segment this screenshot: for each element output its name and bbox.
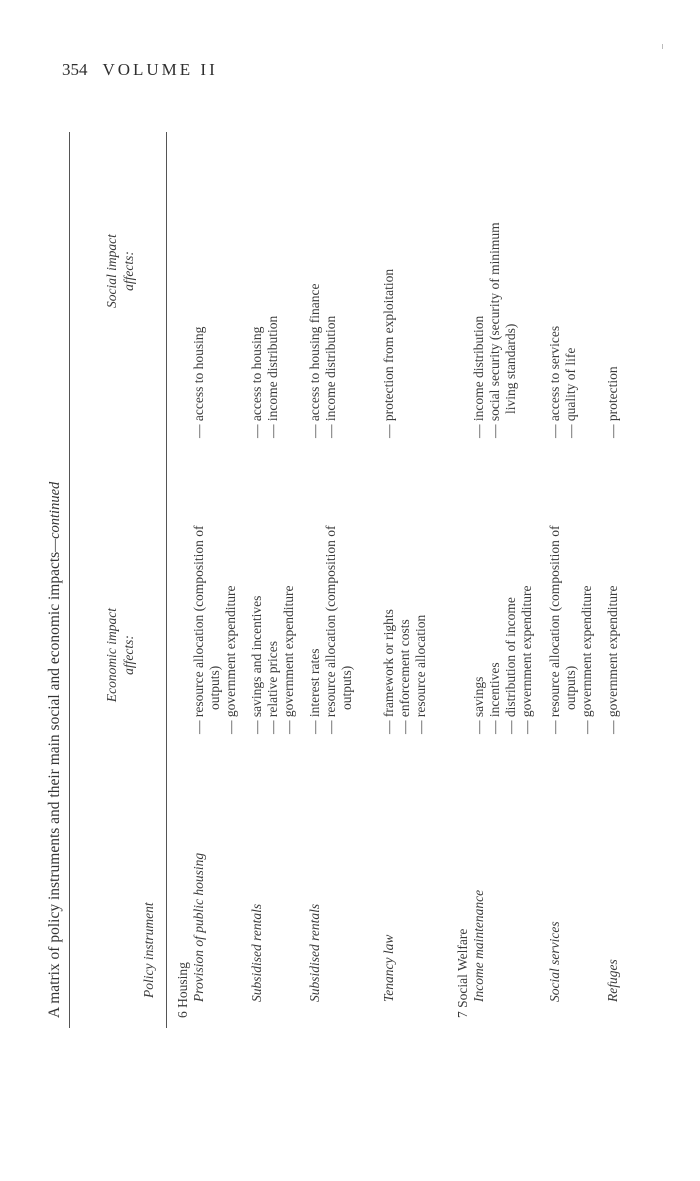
impact-line: — income distribution	[265, 315, 280, 438]
impact-line: — resource allocation (composition of	[191, 525, 206, 734]
rotated-table-area	[45, 118, 682, 1028]
impact-line: — access to services	[547, 325, 562, 438]
instrument-subsidised-rentals: Subsidised rentals	[249, 903, 264, 1002]
impact-line: — access to housing finance	[307, 283, 322, 438]
impact-line: — income distribution	[323, 315, 338, 438]
instrument-subsidised-rentals-2: Subsidised rentals	[307, 903, 322, 1002]
social-impacts-tenancy-law	[381, 128, 397, 438]
economic-impacts-subsidised-rentals-2	[307, 394, 355, 734]
impact-line: — government expenditure	[605, 585, 620, 734]
impact-line: — access to housing	[249, 326, 264, 438]
impact-line: — framework or rights	[381, 609, 396, 734]
impact-line: — government expenditure	[579, 585, 594, 734]
header-rule	[166, 132, 167, 1028]
economic-impacts-refuges	[605, 394, 621, 734]
impact-line: outputs)	[339, 665, 354, 710]
economic-impacts-income-maintenance	[471, 394, 535, 734]
caption-text: A matrix of policy instruments and their main social and economic impacts	[46, 551, 63, 1018]
col-header-economic	[103, 560, 137, 750]
col-header-instrument: Policy instrument	[141, 902, 156, 998]
economic-impacts-tenancy-law	[381, 394, 429, 734]
impact-line: — government expenditure	[223, 585, 238, 734]
social-impacts-income-maintenance	[471, 128, 519, 438]
impact-line: — interest rates	[307, 648, 322, 734]
impact-line: — social security (security of minimum	[487, 222, 502, 438]
running-head	[62, 60, 218, 80]
instrument-public-housing: Provision of public housing	[191, 852, 206, 1002]
impact-line: outputs)	[207, 665, 222, 710]
impact-line: — income distribution	[471, 315, 486, 438]
social-impacts-subsidised-rentals-2	[307, 128, 339, 438]
instrument-income-maintenance: Income maintenance	[471, 889, 486, 1002]
impact-line: — quality of life	[563, 347, 578, 438]
top-rule	[69, 132, 70, 1028]
scan-mark	[662, 44, 663, 49]
instrument-refuges: Refuges	[605, 959, 620, 1002]
impact-line: — government expenditure	[281, 585, 296, 734]
caption-continued: —continued	[47, 481, 63, 552]
col-header-social	[103, 176, 137, 366]
impact-line: — resource allocation (composition of	[547, 525, 562, 734]
col-header-economic-sub: affects:	[121, 635, 136, 675]
impact-line: — protection	[605, 366, 620, 438]
impact-line: — resource allocation	[413, 614, 428, 734]
policy-matrix-table	[45, 118, 682, 1028]
impact-line: living standards)	[503, 323, 518, 414]
impact-line: — enforcement costs	[397, 619, 412, 734]
section-title-housing: 6 Housing	[175, 962, 190, 1018]
social-impacts-subsidised-rentals	[249, 128, 281, 438]
page-number: 354	[62, 60, 88, 79]
volume-label: VOLUME II	[102, 60, 218, 79]
impact-line: — access to housing	[191, 326, 206, 438]
impact-line: — protection from exploitation	[381, 268, 396, 438]
impact-line: — savings	[471, 676, 486, 734]
economic-impacts-social-services	[547, 394, 595, 734]
impact-line: — savings and incentives	[249, 595, 264, 734]
impact-line: — resource allocation (composition of	[323, 525, 338, 734]
impact-line: outputs)	[563, 665, 578, 710]
col-header-economic-title: Economic impact	[104, 607, 119, 703]
economic-impacts-subsidised-rentals	[249, 394, 297, 734]
impact-line: — incentives	[487, 662, 502, 734]
instrument-tenancy-law: Tenancy law	[381, 934, 396, 1002]
social-impacts-refuges	[605, 128, 621, 438]
impact-line: — distribution of income	[503, 597, 518, 734]
table-caption	[47, 482, 63, 1018]
impact-line: — government expenditure	[519, 585, 534, 734]
col-header-social-title: Social impact	[104, 234, 119, 308]
instrument-social-services: Social services	[547, 921, 562, 1002]
section-title-social-welfare: 7 Social Welfare	[455, 928, 470, 1018]
economic-impacts-public-housing	[191, 394, 239, 734]
social-impacts-social-services	[547, 128, 579, 438]
col-header-social-sub: affects:	[121, 251, 136, 291]
impact-line: — relative prices	[265, 641, 280, 734]
social-impacts-public-housing	[191, 128, 207, 438]
